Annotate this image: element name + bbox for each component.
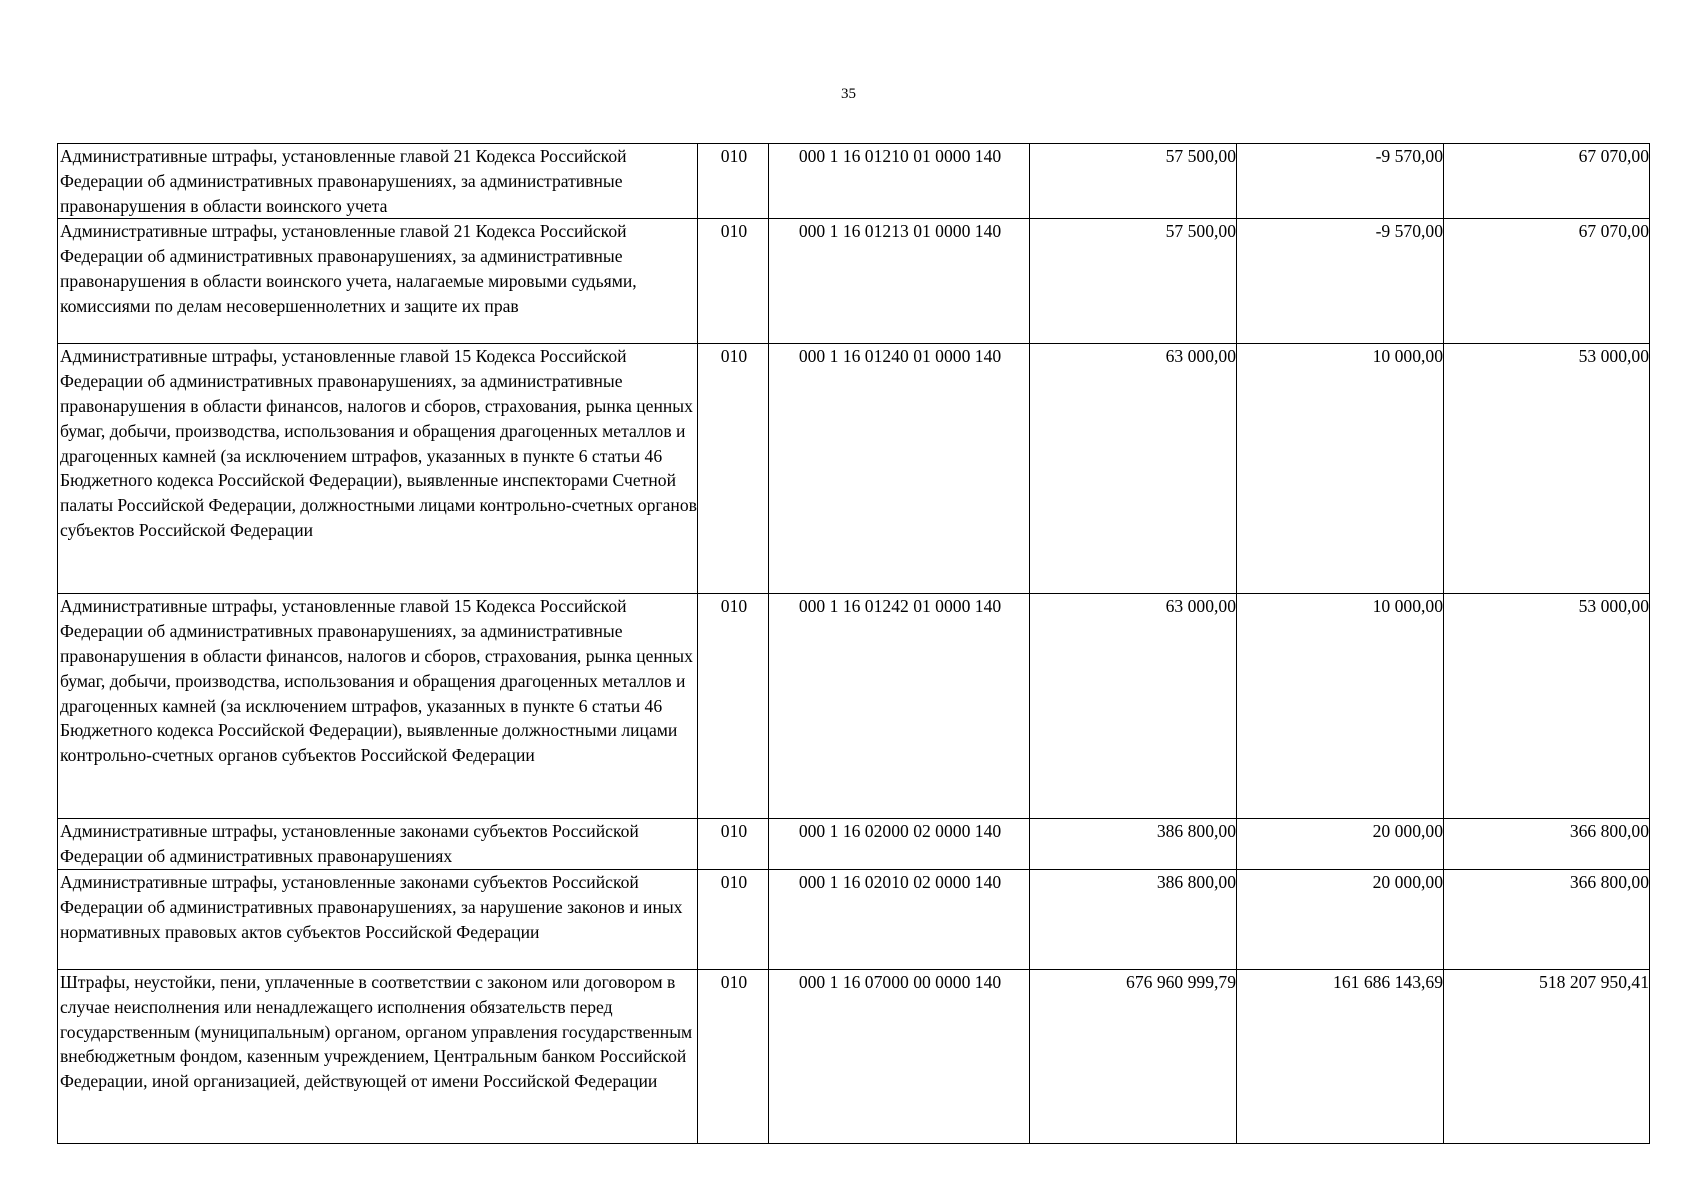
row-admin-code-cell: 010 xyxy=(698,219,769,344)
row-approved-cell: 386 800,00 xyxy=(1030,819,1237,870)
row-budget-code-cell: 000 1 16 02000 02 0000 140 xyxy=(769,819,1030,870)
row-unexecuted-cell: 53 000,00 xyxy=(1444,594,1650,819)
row-name-cell: Административные штрафы, установленные законами субъектов Российской Федерации об административных правонарушениях, за нарушение законов и иных нормативных правовых актов субъектов Российской Федерации xyxy=(58,869,698,969)
row-name-cell: Административные штрафы, установленные главой 15 Кодекса Российской Федерации об административных правонарушениях, за административные правонарушения в области финансов, налогов и сборов, страхования, рынка ценных бумаг, добычи, производства, использования и обращения драгоценных металлов и драгоценных камней (за исключением штрафов, указанных в пункте 6 статьи 46 Бюджетного кодекса Российской Федерации), выявленные инспекторами Счетной палаты Российской Федерации, должностными лицами контрольно-счетных органов субъектов Российской Федерации xyxy=(58,344,698,594)
row-admin-code-cell: 010 xyxy=(698,869,769,969)
row-approved-cell: 676 960 999,79 xyxy=(1030,969,1237,1143)
row-executed-cell: 10 000,00 xyxy=(1237,594,1444,819)
row-unexecuted-cell: 366 800,00 xyxy=(1444,869,1650,969)
row-budget-code-cell: 000 1 16 01240 01 0000 140 xyxy=(769,344,1030,594)
table-row xyxy=(58,219,1650,344)
row-name-cell: Административные штрафы, установленные главой 15 Кодекса Российской Федерации об административных правонарушениях, за административные правонарушения в области финансов, налогов и сборов, страхования, рынка ценных бумаг, добычи, производства, использования и обращения драгоценных металлов и драгоценных камней (за исключением штрафов, указанных в пункте 6 статьи 46 Бюджетного кодекса Российской Федерации), выявленные должностными лицами контрольно-счетных органов субъектов Российской Федерации xyxy=(58,594,698,819)
row-executed-cell: 161 686 143,69 xyxy=(1237,969,1444,1143)
row-approved-cell: 63 000,00 xyxy=(1030,344,1237,594)
row-executed-cell: 10 000,00 xyxy=(1237,344,1444,594)
row-admin-code-cell: 010 xyxy=(698,819,769,870)
row-approved-cell: 386 800,00 xyxy=(1030,869,1237,969)
row-name-cell: Административные штрафы, установленные главой 21 Кодекса Российской Федерации об административных правонарушениях, за административные правонарушения в области воинского учета xyxy=(58,144,698,219)
row-approved-cell: 63 000,00 xyxy=(1030,594,1237,819)
row-admin-code-cell: 010 xyxy=(698,594,769,819)
revenue-table xyxy=(57,143,1650,1144)
row-admin-code-cell: 010 xyxy=(698,969,769,1143)
row-unexecuted-cell: 67 070,00 xyxy=(1444,219,1650,344)
table-row xyxy=(58,969,1650,1143)
row-name-cell: Административные штрафы, установленные законами субъектов Российской Федерации об административных правонарушениях xyxy=(58,819,698,870)
table-row xyxy=(58,144,1650,219)
row-approved-cell: 57 500,00 xyxy=(1030,144,1237,219)
row-executed-cell: -9 570,00 xyxy=(1237,144,1444,219)
row-unexecuted-cell: 518 207 950,41 xyxy=(1444,969,1650,1143)
row-budget-code-cell: 000 1 16 07000 00 0000 140 xyxy=(769,969,1030,1143)
table-row xyxy=(58,869,1650,969)
row-executed-cell: 20 000,00 xyxy=(1237,869,1444,969)
row-name-cell: Административные штрафы, установленные главой 21 Кодекса Российской Федерации об административных правонарушениях, за административные правонарушения в области воинского учета, налагаемые мировыми судьями, комиссиями по делам несовершеннолетних и защите их прав xyxy=(58,219,698,344)
table-row xyxy=(58,819,1650,870)
row-unexecuted-cell: 53 000,00 xyxy=(1444,344,1650,594)
row-budget-code-cell: 000 1 16 02010 02 0000 140 xyxy=(769,869,1030,969)
row-admin-code-cell: 010 xyxy=(698,344,769,594)
row-budget-code-cell: 000 1 16 01210 01 0000 140 xyxy=(769,144,1030,219)
table-row xyxy=(58,344,1650,594)
row-approved-cell: 57 500,00 xyxy=(1030,219,1237,344)
row-executed-cell: -9 570,00 xyxy=(1237,219,1444,344)
row-admin-code-cell: 010 xyxy=(698,144,769,219)
row-unexecuted-cell: 67 070,00 xyxy=(1444,144,1650,219)
row-budget-code-cell: 000 1 16 01242 01 0000 140 xyxy=(769,594,1030,819)
row-name-cell: Штрафы, неустойки, пени, уплаченные в соответствии с законом или договором в случае неисполнения или ненадлежащего исполнения обязательств перед государственным (муниципальным) органом, органом управления государственным внебюджетным фондом, казенным учреждением, Центральным банком Российской Федерации, иной организацией, действующей от имени Российской Федерации xyxy=(58,969,698,1143)
row-unexecuted-cell: 366 800,00 xyxy=(1444,819,1650,870)
row-budget-code-cell: 000 1 16 01213 01 0000 140 xyxy=(769,219,1030,344)
row-executed-cell: 20 000,00 xyxy=(1237,819,1444,870)
page-number: 35 xyxy=(841,86,856,102)
table-row xyxy=(58,594,1650,819)
